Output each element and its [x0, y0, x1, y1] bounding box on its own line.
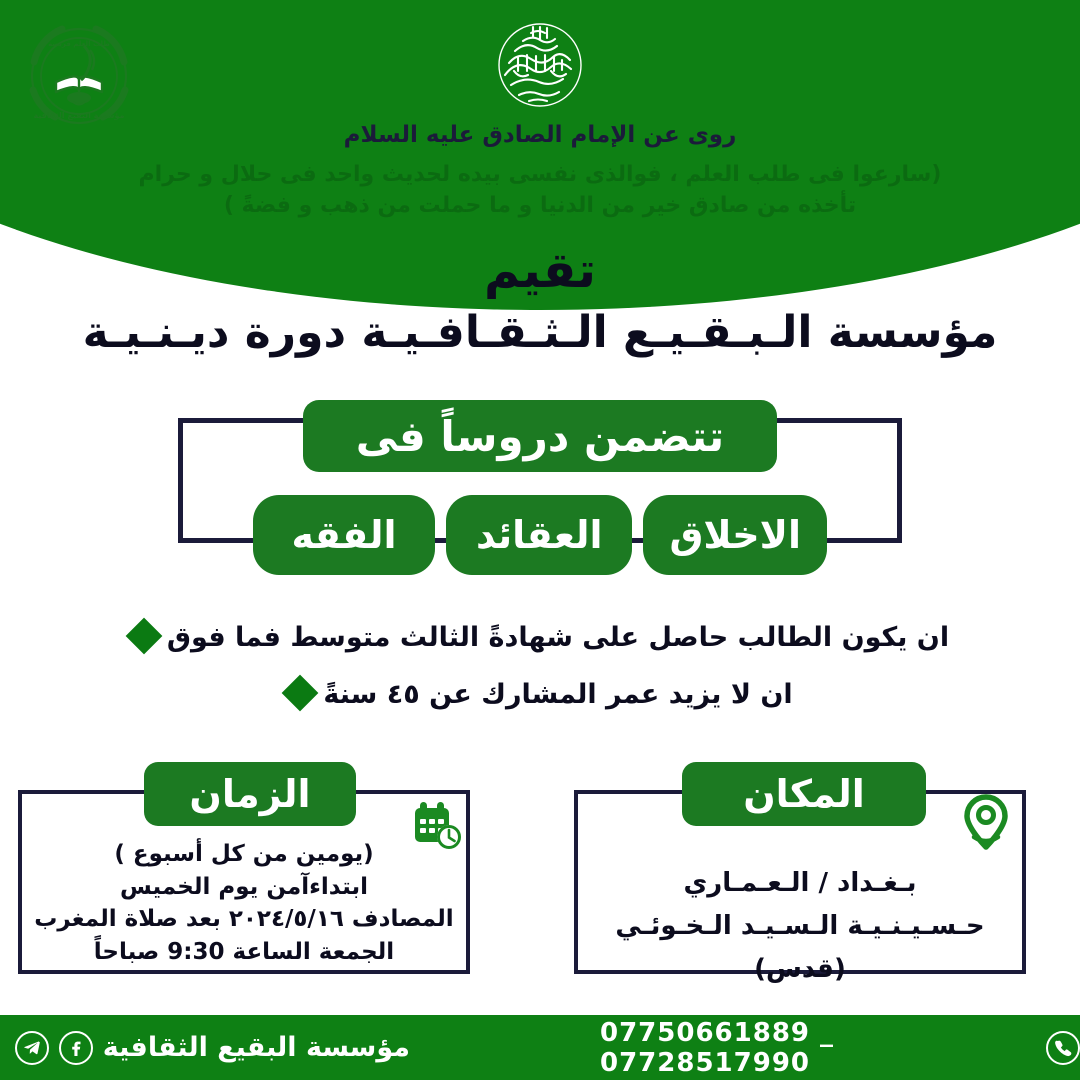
phone-icon	[1046, 1031, 1080, 1065]
footer-org-name: مؤسسة البقيع الثقافية	[102, 1032, 410, 1063]
hadith-block	[0, 118, 1080, 222]
green-diamond-bullet-icon	[126, 617, 163, 654]
location-pin-icon	[958, 793, 1014, 853]
facebook-icon	[59, 1031, 93, 1065]
time-line-1: (يومين من كل أسبوع )	[114, 841, 374, 867]
footer-phone-numbers: 07750661889 _ 07728517990	[600, 1017, 835, 1078]
condition-text-2: ان لا يزيد عمر المشارك عن ٤٥ سنةً	[323, 679, 793, 710]
condition-row	[0, 679, 1080, 710]
time-line-2: ابتداءآمن يوم الخميس	[119, 873, 368, 900]
time-line-3: المصادف ٢٠٢٤/٥/١٦ بعد صلاة المغرب	[34, 906, 454, 933]
footer-bar	[0, 1015, 1080, 1080]
subject-pill-aqaid[interactable]: العقائد	[446, 495, 632, 575]
edge-watermark	[1052, 470, 1072, 620]
place-box-header: المكان	[682, 762, 926, 826]
time-line-4: الجمعة الساعة 9:30 صباحاً	[93, 938, 395, 965]
hadith-line-1: (سارعوا فى طلب العلم ، فوالذى نفسى بيده لحديث واحد فى حلال و حرام	[138, 161, 942, 187]
footer-org-group	[0, 1031, 540, 1065]
green-diamond-bullet-icon	[282, 674, 319, 711]
time-box-header: الزمان	[144, 762, 356, 826]
page-title	[0, 243, 1080, 360]
logo-motto-text: طلب العلم فريضة	[48, 40, 110, 48]
conditions-list	[0, 622, 1080, 736]
baqee-foundation-logo	[12, 10, 147, 145]
footer-phone-group	[540, 1018, 1080, 1078]
bismillah-calligraphy-medallion-icon	[480, 10, 600, 120]
title-line-2: مؤسسة الـبـقـيـع الـثـقـافـيـة دورة ديـنـيـة	[82, 307, 998, 359]
place-box-body	[574, 862, 1026, 991]
calendar-clock-icon	[408, 798, 464, 854]
time-box-body	[18, 838, 470, 969]
subject-pill-akhlaq[interactable]: الاخلاق	[643, 495, 827, 575]
hadith-attribution: روى عن الإمام الصادق عليه السلام	[343, 122, 737, 148]
subject-pill-fiqh[interactable]: الفقه	[253, 495, 435, 575]
place-line-1: بـغـداد / الـعـمـاري	[683, 868, 917, 898]
condition-text-1: ان يكون الطالب حاصل على شهادةً الثالث متوسط فما فوق	[166, 622, 950, 653]
condition-row	[0, 622, 1080, 653]
telegram-icon	[15, 1031, 49, 1065]
hadith-line-2: تأخذه من صادق خير من الدنيا و ما حملت من ذهب و فضةً )	[223, 193, 857, 219]
subjects-pill-row	[178, 495, 902, 575]
subjects-heading-pill: تتضمن دروساً فى	[303, 400, 777, 472]
logo-org-text: مؤسسة البقيع الثقافية	[33, 111, 125, 120]
title-line-1: تقيم	[483, 242, 597, 299]
place-line-2: حـسـيـنـيـة الـسـيـد الـخـوئـي (قدس)	[615, 910, 985, 984]
